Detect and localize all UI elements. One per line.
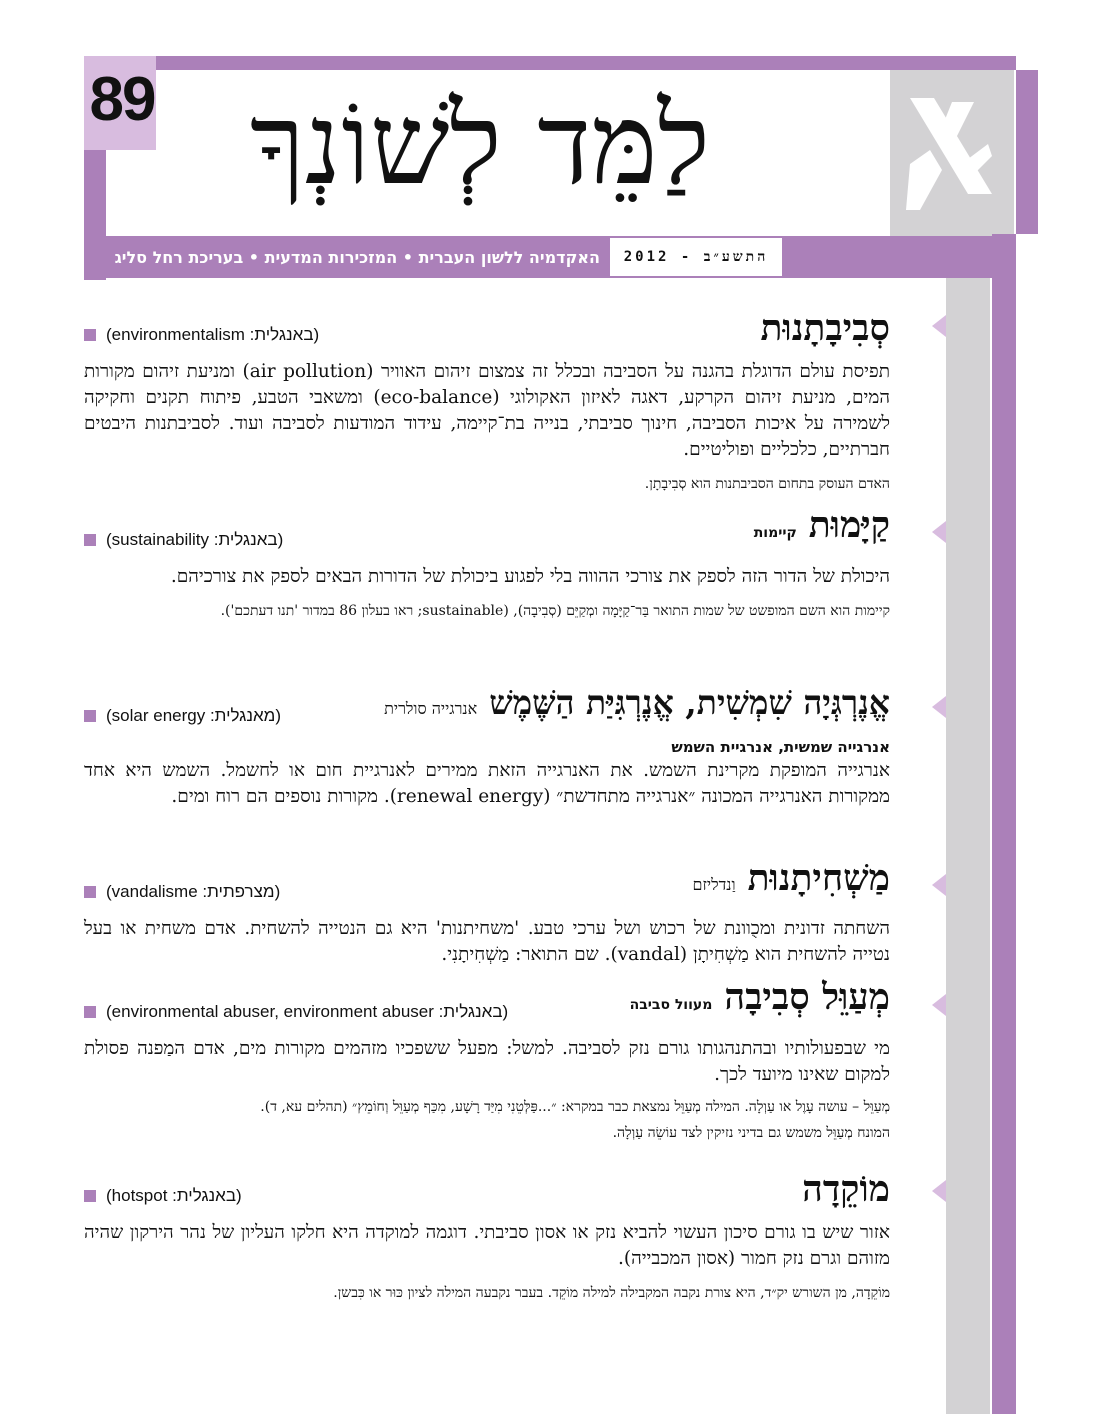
frame-top-bar	[84, 56, 1016, 70]
entry-marker	[932, 315, 946, 337]
publication-title: לַמֵּד לְשׁוֹנְךָ	[249, 80, 711, 210]
year-label: התשע״ב - 2012	[610, 238, 782, 276]
foreign-term: (באנגלית: environmental abuser, environment abuser)	[84, 1002, 508, 1022]
definition: אנרגייה המופקת מקרינת השמש. את האנרגייה הזאת ממירים לאנרגיית חום או לחשמל. השמש היא אחד ממקורות האנרגייה המכונה ״אנרגייה מתחדשת״ (renewal energy). מקורות נוספים הם רוח ומים.	[84, 760, 890, 807]
square-bullet-icon	[84, 710, 96, 722]
entry-solar-energy	[84, 684, 890, 810]
entry-environmentalism	[84, 303, 890, 495]
entry-vandalism	[84, 857, 890, 968]
definition: מי שבפעולותיו ובהתנהגותו גורם נזק לסביבה. למשל: מפעל ששפכיו מזהמים מקורות מים, אדם המַפנה פסולת למקום שאינו מיועד לכך.	[84, 1038, 890, 1085]
entry-marker	[932, 874, 946, 896]
issue-number: 89	[89, 65, 155, 134]
note: האדם העוסק בתחום הסביבתנות הוא סְבִיבָתָן.	[644, 476, 890, 492]
foreign-term: (באנגלית: hotspot)	[84, 1186, 242, 1206]
purple-side-column	[992, 234, 1016, 1414]
foreign-term: (באנגלית: sustainability)	[84, 530, 283, 550]
definition: השחתה זדונית ומכֻוונת של רכוש ושל ערכי טבע. 'משחיתנות' היא גם הנטייה להשחית. אדם משחית או בעל נטייה להשחית הוא מַשְׁחִיתָן (vandal). שם התואר: מַשְׁחִיתָנִי.	[84, 918, 890, 965]
note: מוֹקֵדָה, מן השורש יק״ד, היא צורת נקבה המקבילה למילה מוֹקֵד. בעבר נקבעה המילה לציון כּוּר או כִּבשן.	[333, 1285, 890, 1301]
entry-marker	[932, 696, 946, 718]
headword: מְעַוֵּל סְבִיבָהמעוול סביבה	[629, 976, 890, 1018]
headword-alt: אנרגייה סולרית	[384, 699, 478, 718]
frame-right-bar	[1016, 70, 1038, 234]
entry-marker	[932, 1180, 946, 1202]
square-bullet-icon	[84, 1190, 96, 1202]
foreign-term: (מצרפתית: vandalisme)	[84, 882, 280, 902]
foreign-term: (באנגלית: environmentalism)	[84, 325, 319, 345]
entry-marker	[932, 521, 946, 543]
square-bullet-icon	[84, 886, 96, 898]
headword-alt: קיימות	[753, 525, 797, 541]
headword-alt: וַנדליזם	[692, 875, 736, 894]
entry-environmental-abuser	[84, 976, 890, 1144]
headword: אֱנֶרְגְּיָה שִׁמְשִׁית, אֱנֶרְגִּיַּת הַשֶּׁמֶשׁאנרגייה סולרית	[384, 683, 890, 722]
headword-alt: מעוול סביבה	[629, 997, 713, 1013]
foreign-term: (מאנגלית: solar energy)	[84, 706, 281, 726]
headword: מוֹקֵדָה	[802, 1168, 890, 1210]
definition: אזור שיש בו גורם סיכון העשוי להביא נזק או אסון סביבתי. דוגמה למוקדה היא חלקו העליון של נהר הירקון שהיה מזוהם וגרם נזק חמור (אסון המכבייה).	[84, 1222, 890, 1269]
note: קיימות הוא השם המופשט של שמות התואר בַּר־קַיָּמָה ומְקַיֵּם (סְבִיבָה), (sustainable; ראו בעלון 86 במדור 'תנו דעתכם').	[220, 603, 890, 619]
headword: קַיָּמוּתקיימות	[753, 504, 890, 546]
note: המונח מְעַוֵּל משמש גם בדיני נזיקין לצד עוֹשֵׂה עַוְלָה.	[612, 1125, 890, 1141]
entry-hotspot	[84, 1164, 890, 1304]
entry-marker	[932, 994, 946, 1016]
definition: היכולת של הדור הזה לספק את צורכי ההווה בלי לפגוע ביכולת של הדורות הבאים לספק את צורכיהם.	[170, 566, 890, 587]
square-bullet-icon	[84, 534, 96, 546]
publisher-line: האקדמיה ללשון העברית • המזכירות המדעית • בעריכת רחל סליג	[114, 248, 600, 267]
square-bullet-icon	[84, 1006, 96, 1018]
subhead: אנרגייה שמשית, אנרגיית השמש	[671, 738, 890, 756]
academy-logo-icon	[900, 92, 996, 216]
headword: סְבִיבָתָנוּת	[760, 307, 890, 349]
entry-sustainability	[84, 504, 890, 622]
square-bullet-icon	[84, 329, 96, 341]
headword: מַשְׁחִיתָנוּתוַנדליזם	[692, 857, 890, 899]
note: מְעַוֵּל – עושה עָוֶל או עַוְלָה. המילה מְעַוֵּל נמצאת כבר במקרא: ״...פַּלְּטֵנִי מִיַּד רָשָׁע, מִכַּף מְעַוֵּל וְחוֹמֵץ״ (תהלים עא, ד).	[260, 1099, 890, 1115]
definition: תפיסת עולם הדוגלת בהגנה על הסביבה ובכלל זה צמצום זיהום האוויר (air pollution) ומניעת זיהום מקורות המים, מניעת זיהום הקרקע, דאגה לאיזון האקולוגי (eco-balance) ומשאבי הטבע, פיתוח תקנים וחקיקה לשמירה על איכות הסביבה, חינוך סביבתי, בנייה בת־קיימה, עידוד המודעות לסביבה ועוד. לסביבתנות היבטים חברתיים, כלכליים ופוליטיים.	[84, 361, 890, 460]
